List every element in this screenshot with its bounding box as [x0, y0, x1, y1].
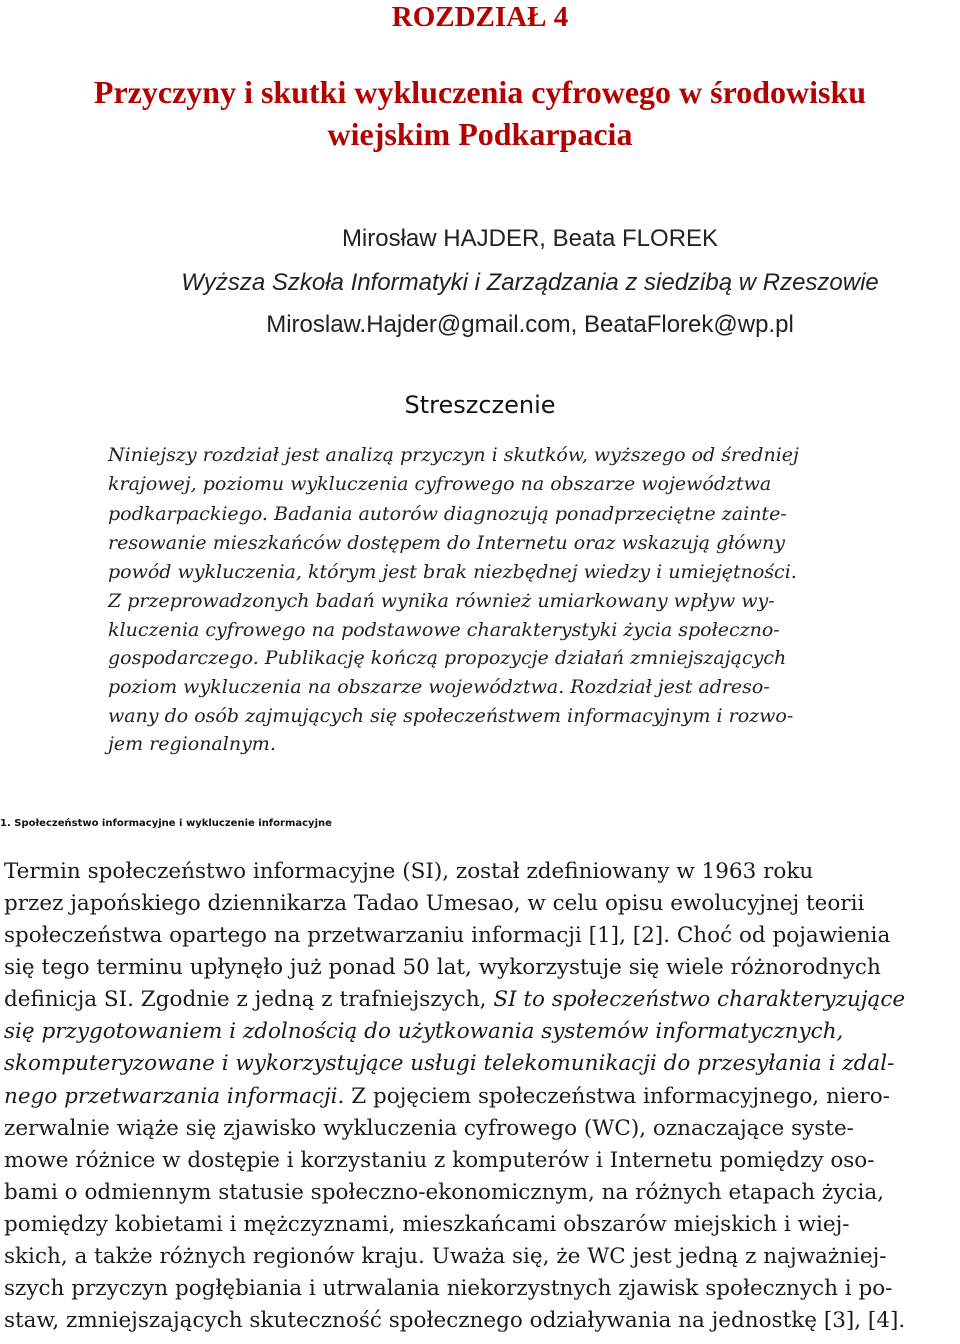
- body-line: przez japońskiego dziennikarza Tadao Umesao, w celu opisu ewolucyjnej teorii: [4, 891, 865, 916]
- title-line: Przyczyny i skutki wykluczenia cyfrowego w środowisku: [93, 74, 867, 110]
- abstract-line: Z przeprowadzonych badań wynika również umiarkowany wpływ wy-: [108, 590, 775, 612]
- affiliation: Wyższa Szkoła Informatyki i Zarządzania z siedzibą w Rzeszowie: [181, 269, 879, 296]
- title-line: wiejskim Podkarpacia: [327, 116, 633, 152]
- abstract-line: gospodarczego. Publikację kończą propozycje działań zmniejszających: [108, 647, 787, 669]
- body-line: skomputeryzowane i wykorzystujące usługi telekomunikacji do przesyłania i zdal-: [4, 1051, 895, 1076]
- body-line: [4, 984, 956, 1016]
- author-emails: Miroslaw.Hajder@gmail.com, BeataFlorek@wp.pl: [266, 311, 794, 338]
- body-line: się tego terminu upłynęło już ponad 50 lat, wykorzystuje się wiele różnorodnych: [4, 955, 881, 980]
- abstract-line: jem regionalnym.: [108, 733, 276, 755]
- body-line: zerwalnie wiąże się zjawisko wykluczenia cyfrowego (WC), oznaczające syste-: [4, 1116, 854, 1141]
- body-line: mowe różnice w dostępie i korzystaniu z komputerów i Internetu pomiędzy oso-: [4, 1148, 875, 1173]
- body-line: bami o odmiennym statusie społeczno-ekonomicznym, na różnych etapach życia,: [4, 1180, 884, 1205]
- body-text: definicja SI. Zgodnie z jedną z trafniejszych,: [4, 987, 494, 1012]
- body-line: szych przyczyn pogłębiania i utrwalania niekorzystnych zjawisk społecznych i po-: [4, 1276, 893, 1301]
- chapter-title: [40, 71, 920, 155]
- chapter-label: ROZDZIAŁ 4: [391, 1, 569, 33]
- abstract-heading: Streszczenie: [404, 391, 556, 419]
- body-line: [4, 1081, 956, 1113]
- body-line: Termin społeczeństwo informacyjne (SI), został zdefiniowany w 1963 roku: [4, 859, 814, 884]
- abstract-line: kluczenia cyfrowego na podstawowe charakterystyki życia społeczno-: [108, 619, 780, 641]
- authors: Mirosław HAJDER, Beata FLOREK: [341, 225, 719, 252]
- body-line: się przygotowaniem i zdolnością do użytkowania systemów informatycznych,: [4, 1019, 844, 1044]
- abstract-line: podkarpackiego. Badania autorów diagnozują ponadprzeciętne zainte-: [108, 503, 787, 525]
- body-line: społeczeństwa opartego na przetwarzaniu informacji [1], [2]. Choć od pojawienia: [4, 923, 891, 948]
- body-line: pomiędzy kobietami i mężczyznami, mieszkańcami obszarów miejskich i wiej-: [4, 1212, 850, 1237]
- abstract-line: resowanie mieszkańców dostępem do Internetu oraz wskazują główny: [108, 532, 785, 554]
- abstract-line: krajowej, poziomu wykluczenia cyfrowego na obszarze województwa: [108, 473, 772, 495]
- abstract-line: poziom wykluczenia na obszarze województwa. Rozdział jest adreso-: [108, 676, 770, 698]
- abstract-line: Niniejszy rozdział jest analizą przyczyn i skutków, wyższego od średniej: [108, 444, 799, 466]
- abstract-line: wany do osób zajmujących się społeczeństwem informacyjnym i rozwo-: [108, 705, 794, 727]
- body-text: Z pojęciem społeczeństwa informacyjnego, niero-: [344, 1084, 890, 1109]
- definition-text: nego przetwarzania informacji.: [4, 1084, 345, 1109]
- body-line: skich, a także różnych regionów kraju. Uważa się, że WC jest jedną z najważniej-: [4, 1244, 887, 1269]
- definition-text: SI to społeczeństwo charakteryzujące: [493, 987, 906, 1012]
- body-line: staw, zmniejszających skuteczność społecznego odziaływania na jednostkę [3], [4].: [4, 1308, 906, 1333]
- abstract-line: powód wykluczenia, którym jest brak niezbędnej wiedzy i umiejętności.: [108, 561, 797, 583]
- section-heading: 1. Społeczeństwo informacyjne i wykluczenie informacyjne: [0, 818, 332, 829]
